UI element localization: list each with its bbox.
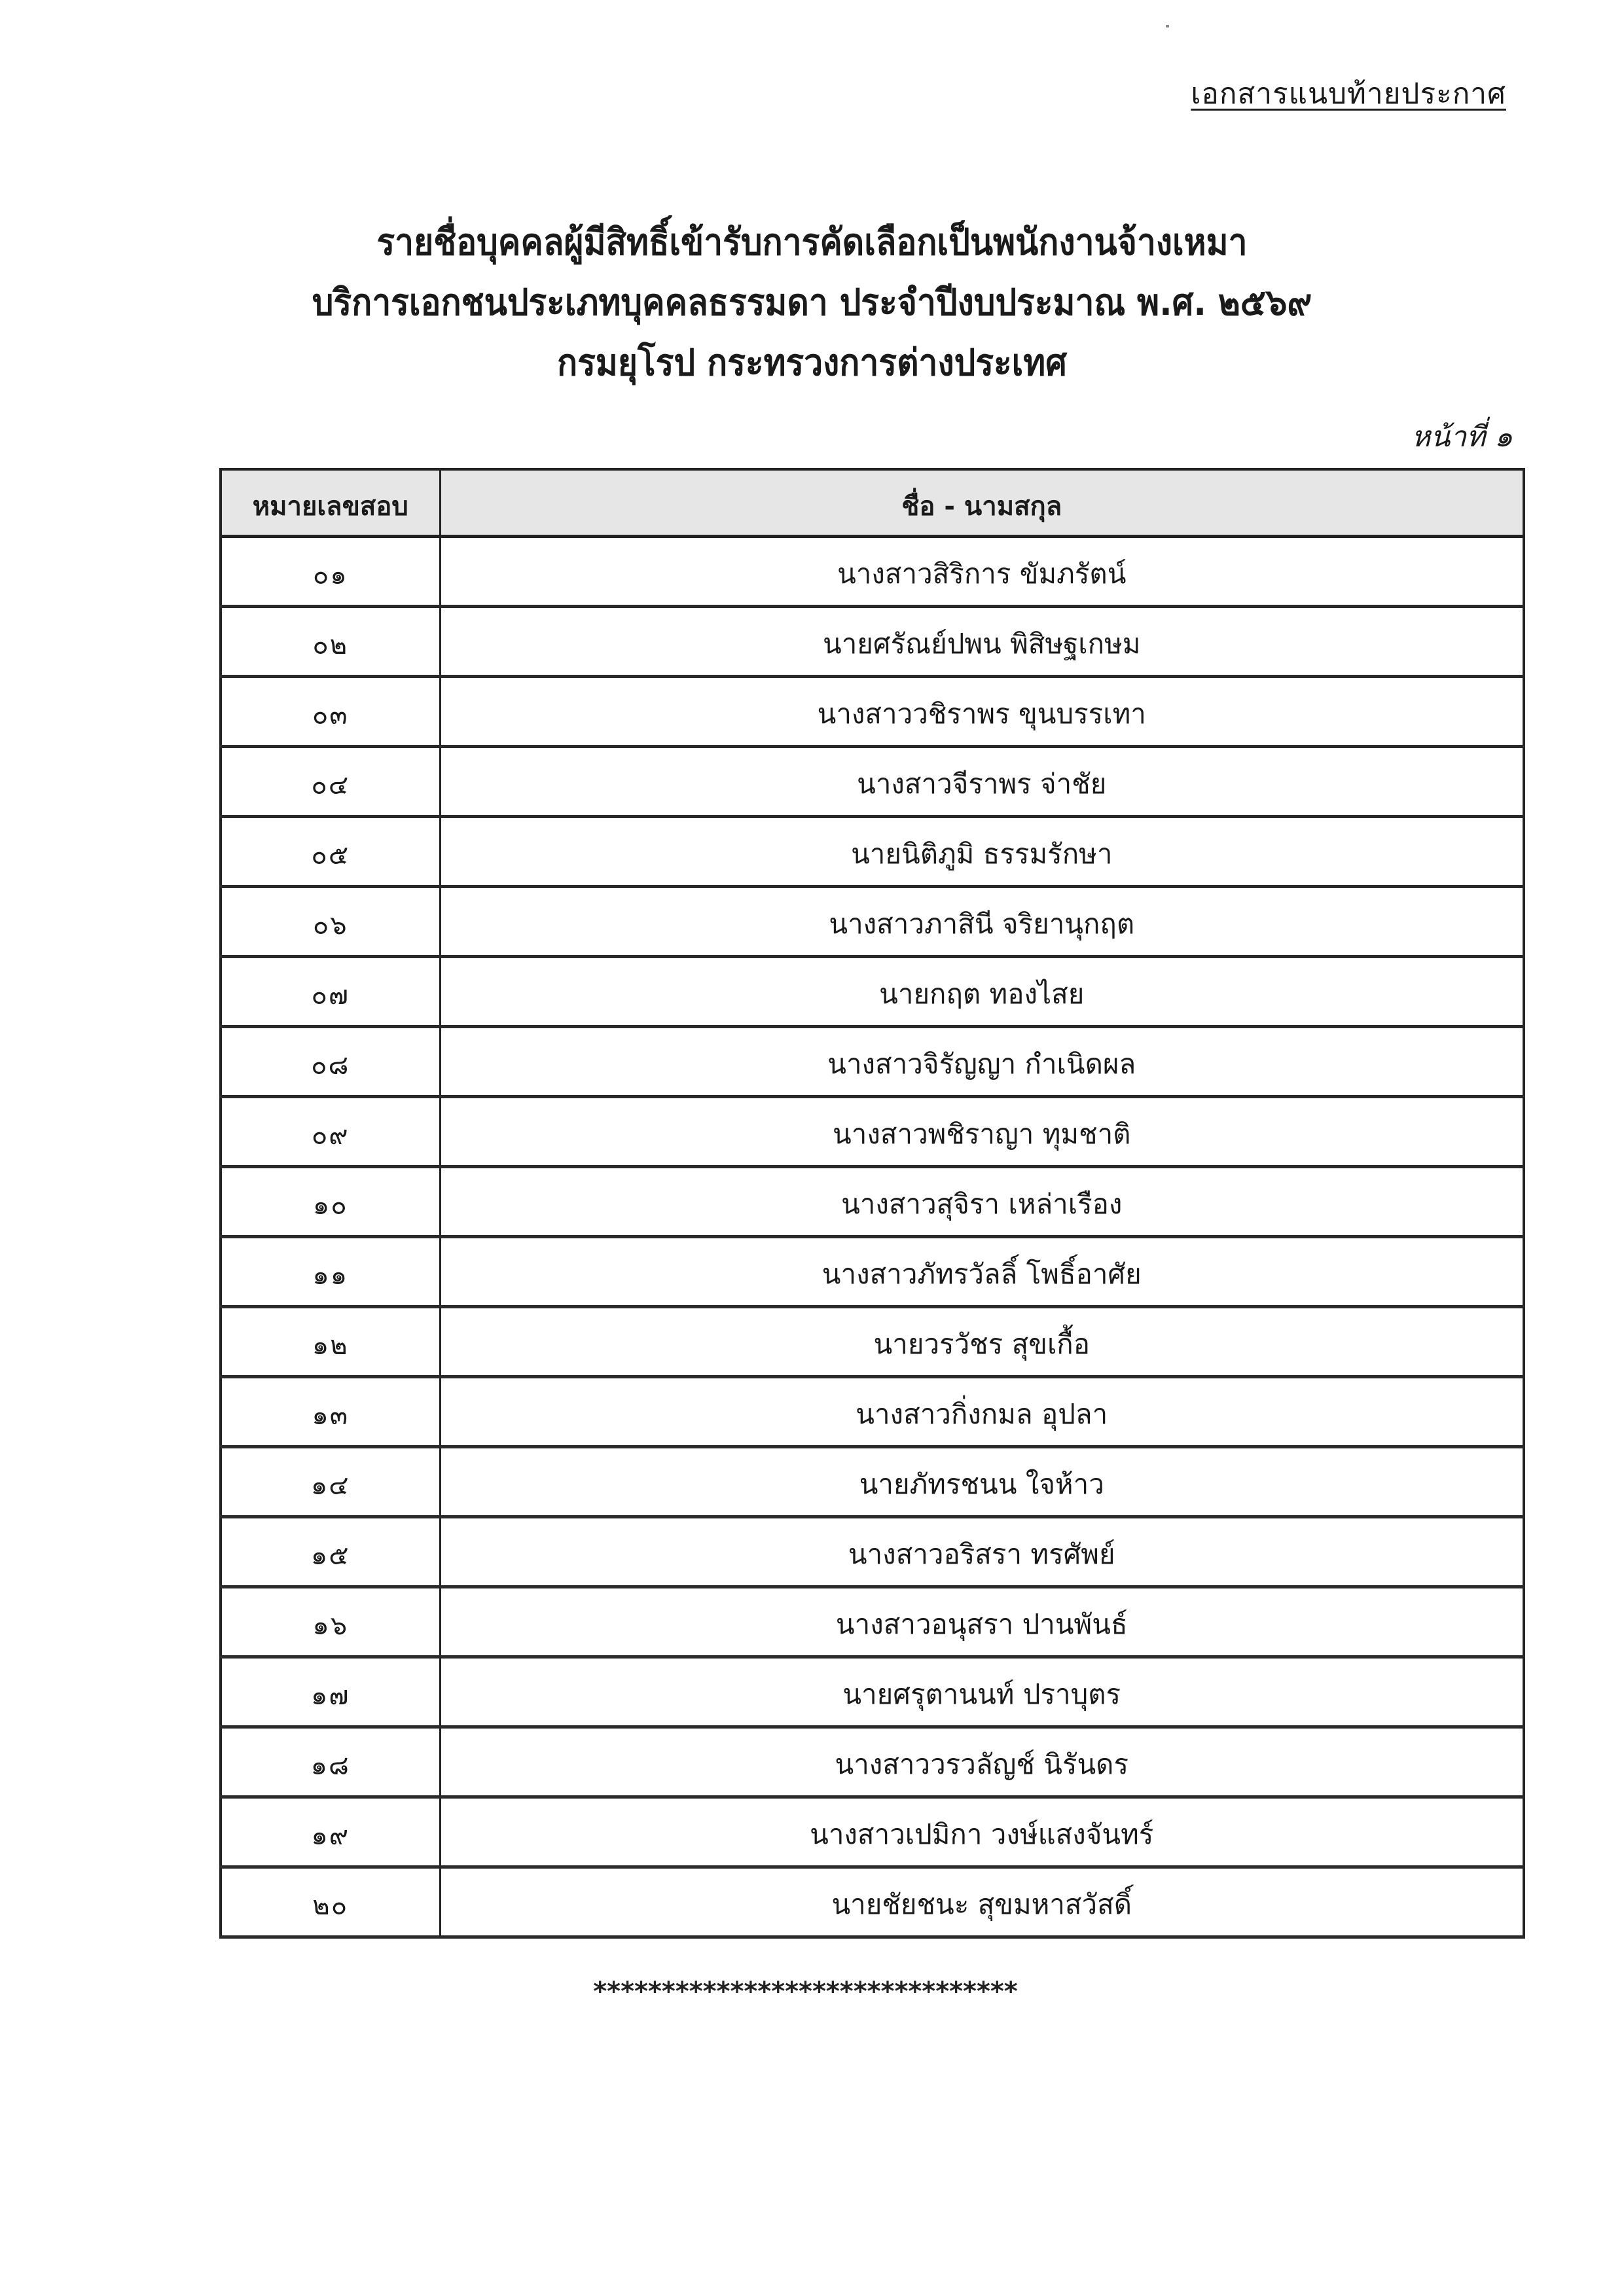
exam-number-cell: ๑๒	[221, 1307, 440, 1377]
table-row	[221, 1377, 1524, 1447]
table-header-row	[221, 469, 1524, 537]
column-header-exam-number: หมายเลขสอบ	[221, 469, 440, 537]
full-name-cell: นางสาวกิ่งกมล อุปลา	[440, 1377, 1524, 1447]
scan-artifact	[1166, 25, 1169, 27]
table-row	[221, 1727, 1524, 1797]
full-name-cell: นายศรัณย์ปพน พิสิษฐเกษม	[440, 607, 1524, 677]
title-line-3: กรมยุโรป กระทรวงการต่างประเทศ	[557, 342, 1067, 384]
full-name-cell: นายกฤต ทองไสย	[440, 957, 1524, 1027]
exam-number-cell: ๐๗	[221, 957, 440, 1027]
candidate-table	[219, 468, 1525, 1939]
table-row	[221, 607, 1524, 677]
full-name-cell: นายนิติภูมิ ธรรมรักษา	[440, 817, 1524, 887]
table-row	[221, 887, 1524, 957]
exam-number-cell: ๐๒	[221, 607, 440, 677]
exam-number-cell: ๒๐	[221, 1867, 440, 1937]
exam-number-cell: ๑๙	[221, 1797, 440, 1867]
exam-number-cell: ๐๘	[221, 1027, 440, 1097]
table-row	[221, 1797, 1524, 1867]
title-line-2: บริการเอกชนประเภทบุคคลธรรมดา ประจำปีงบประมาณ พ.ศ. ๒๕๖๙	[312, 281, 1312, 324]
exam-number-cell: ๐๙	[221, 1097, 440, 1167]
table-row	[221, 1307, 1524, 1377]
full-name-cell: นางสาวจิรัญญา กำเนิดผล	[440, 1027, 1524, 1097]
exam-number-cell: ๑๐	[221, 1167, 440, 1237]
table-row	[221, 1167, 1524, 1237]
end-of-list-marker	[0, 1977, 1624, 2007]
exam-number-cell: ๐๖	[221, 887, 440, 957]
document-title	[0, 213, 1624, 393]
full-name-cell: นางสาวอริสรา ทรศัพย์	[440, 1517, 1524, 1587]
full-name-cell: นายวรวัชร สุขเกื้อ	[440, 1307, 1524, 1377]
full-name-cell: นางสาวจีราพร จ่าชัย	[440, 747, 1524, 817]
exam-number-cell: ๑๗	[221, 1657, 440, 1727]
full-name-cell: นางสาววรวลัญช์ นิรันดร	[440, 1727, 1524, 1797]
table-row	[221, 957, 1524, 1027]
exam-number-cell: ๑๔	[221, 1447, 440, 1517]
exam-number-cell: ๐๓	[221, 677, 440, 747]
end-of-list-asterisks: *******************************	[593, 1977, 1018, 2007]
exam-number-cell: ๑๕	[221, 1517, 440, 1587]
table-row	[221, 1657, 1524, 1727]
exam-number-cell: ๐๕	[221, 817, 440, 887]
exam-number-cell: ๑๖	[221, 1587, 440, 1657]
table-row	[221, 747, 1524, 817]
full-name-cell: นางสาวภัทรวัลลิ์ โพธิ์อาศัย	[440, 1237, 1524, 1307]
table-row	[221, 537, 1524, 607]
table-row	[221, 1097, 1524, 1167]
exam-number-cell: ๑๑	[221, 1237, 440, 1307]
full-name-cell: นายภัทรชนน ใจห้าว	[440, 1447, 1524, 1517]
exam-number-cell: ๑๓	[221, 1377, 440, 1447]
table-row	[221, 1517, 1524, 1587]
exam-number-cell: ๐๔	[221, 747, 440, 817]
table-row	[221, 1027, 1524, 1097]
table-row	[221, 1237, 1524, 1307]
full-name-cell: นางสาววชิราพร ขุนบรรเทา	[440, 677, 1524, 747]
table-row	[221, 1587, 1524, 1657]
full-name-cell: นางสาวพชิราญา ทุมชาติ	[440, 1097, 1524, 1167]
full-name-cell: นายชัยชนะ สุขมหาสวัสดิ์	[440, 1867, 1524, 1937]
page-number: หน้าที่ ๑	[1411, 420, 1513, 454]
table-row	[221, 817, 1524, 887]
full-name-cell: นายศรุตานนท์ ปราบุตร	[440, 1657, 1524, 1727]
table-row	[221, 1447, 1524, 1517]
table-row	[221, 1867, 1524, 1937]
column-header-full-name: ชื่อ - นามสกุล	[440, 469, 1524, 537]
exam-number-cell: ๑๘	[221, 1727, 440, 1797]
exam-number-cell: ๐๑	[221, 537, 440, 607]
table-row	[221, 677, 1524, 747]
attachment-label: เอกสารแนบท้ายประกาศ	[1191, 77, 1506, 111]
full-name-cell: นางสาวสุจิรา เหล่าเรือง	[440, 1167, 1524, 1237]
full-name-cell: นางสาวสิริการ ขัมภรัตน์	[440, 537, 1524, 607]
full-name-cell: นางสาวอนุสรา ปานพันธ์	[440, 1587, 1524, 1657]
title-line-1: รายชื่อบุคคลผู้มีสิทธิ์เข้ารับการคัดเลือกเป็นพนักงานจ้างเหมา	[376, 221, 1248, 264]
full-name-cell: นางสาวภาสินี จริยานุกฤต	[440, 887, 1524, 957]
full-name-cell: นางสาวเปมิกา วงษ์แสงจันทร์	[440, 1797, 1524, 1867]
